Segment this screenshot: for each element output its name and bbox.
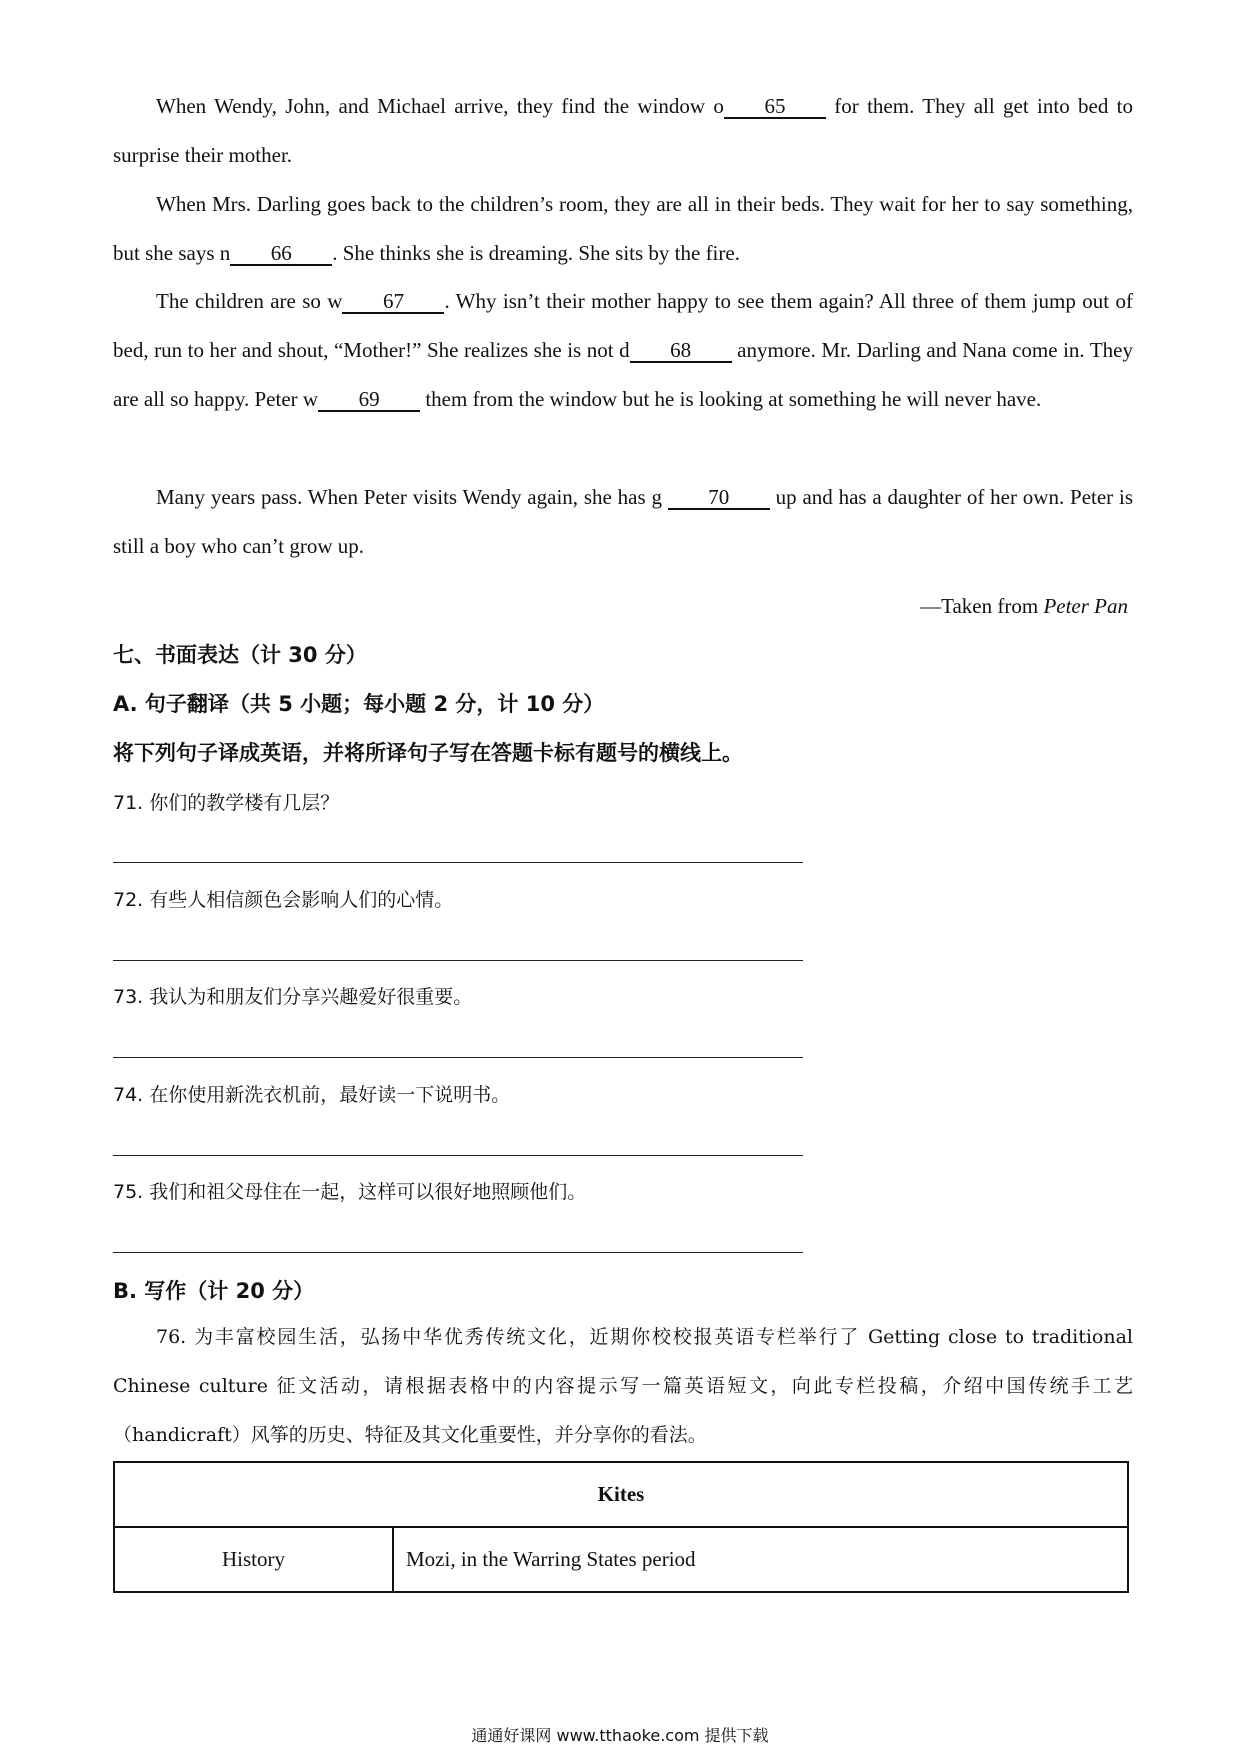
blank-69: 69: [318, 388, 420, 412]
blank-68: 68: [630, 339, 732, 363]
p4-before: Many years pass. When Peter visits Wendy again, she has g: [156, 485, 668, 509]
kites-table: [113, 1461, 1129, 1593]
p3-before: The children are so w: [156, 289, 343, 313]
p3-after: them from the window but he is looking at something he will never have.: [420, 387, 1042, 411]
answer-line-74: [113, 1155, 803, 1156]
table-title: Kites: [114, 1462, 1128, 1527]
answer-line-71: [113, 862, 803, 863]
p4-after: up and has a daughter of her own. Peter is still a boy who can’t grow up.: [113, 485, 1133, 558]
passage-paragraph-1: [113, 82, 1133, 180]
question-75: 75. 我们和祖父母住在一起，这样可以很好地照顾他们。: [113, 1181, 587, 1203]
question-73: 73. 我认为和朋友们分享兴趣爱好很重要。: [113, 986, 473, 1008]
passage-source: [920, 590, 1128, 622]
page-footer: 通通好课网 www.tthaoke.com 提供下载: [471, 1726, 769, 1745]
source-prefix: —Taken from: [920, 594, 1044, 618]
question-71: 71. 你们的教学楼有几层？: [113, 792, 340, 814]
p3-mid1: . Why isn’t their mother happy to see them again? All three of them jump out of bed, run to her and shout, “Mother!” She realizes she is not d: [113, 289, 1133, 362]
part-a-heading: A. 句子翻译（共 5 小题；每小题 2 分，计 10 分）: [113, 692, 605, 716]
part-b-heading: B. 写作（计 20 分）: [113, 1279, 315, 1303]
essay-prompt-text: 76. 为丰富校园生活，弘扬中华优秀传统文化，近期你校校报英语专栏举行了 Getting close to traditional Chinese culture 征文活动，请根据表格中的内容提示写一篇英语短文，向此专栏投稿，介绍中国传统手工艺（handicraft）风筝的历史、特征及其文化重要性，并分享你的看法。: [113, 1326, 1133, 1446]
passage-paragraph-4: [113, 473, 1133, 571]
part-a-instruction: 将下列句子译成英语，并将所译句子写在答题卡标有题号的横线上。: [113, 741, 743, 765]
blank-70: 70: [668, 486, 770, 510]
p2-before: When Mrs. Darling goes back to the children’s room, they are all in their beds. They wait for her to say something, but she says n: [113, 192, 1133, 265]
p1-before: When Wendy, John, and Michael arrive, they find the window o: [156, 94, 724, 118]
question-72: 72. 有些人相信颜色会影响人们的心情。: [113, 889, 454, 911]
table-row-label: History: [114, 1527, 393, 1592]
essay-prompt: [113, 1313, 1133, 1460]
answer-line-73: [113, 1057, 803, 1058]
section-heading: 七、书面表达（计 30 分）: [113, 643, 367, 667]
blank-66: 66: [230, 242, 332, 266]
question-74: 74. 在你使用新洗衣机前，最好读一下说明书。: [113, 1084, 511, 1106]
passage-paragraph-2: [113, 180, 1133, 278]
blank-67: 67: [342, 290, 444, 314]
table-row: [114, 1527, 1128, 1592]
answer-line-72: [113, 960, 803, 961]
p1-after: for them. They all get into bed to surprise their mother.: [113, 94, 1134, 167]
passage-paragraph-3: [113, 277, 1133, 424]
p2-after: . She thinks she is dreaming. She sits by the fire.: [332, 241, 740, 265]
source-title: Peter Pan: [1043, 594, 1128, 618]
blank-65: 65: [724, 95, 826, 119]
answer-line-75: [113, 1252, 803, 1253]
p3-mid2: anymore. Mr. Darling and Nana come in. They are all so happy. Peter w: [113, 338, 1133, 411]
table-row-value: Mozi, in the Warring States period: [393, 1527, 1128, 1592]
